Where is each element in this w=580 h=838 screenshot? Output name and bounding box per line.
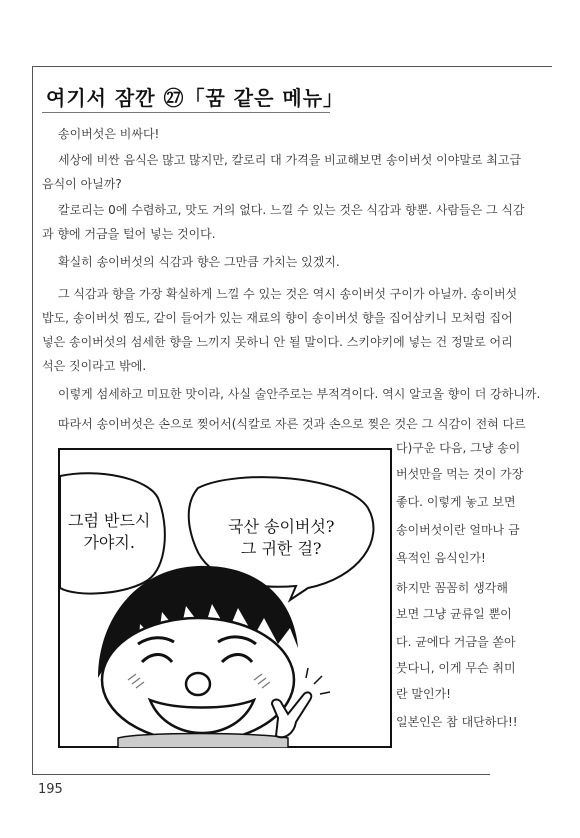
paragraph-line: 그 식감과 향을 가장 확실하게 느낄 수 있는 것은 역시 송이버섯 구이가 아닐까. 송이버섯 [58, 287, 518, 301]
side-text-line: 하지만 꼼꼼히 생각해 [396, 581, 508, 595]
paragraph-line: 음식이 아닐까? [42, 177, 122, 191]
speech-bubble-left [68, 510, 150, 554]
speech-line: 그 귀한 걸? [240, 539, 322, 558]
paragraph-line: 따라서 송이버섯은 손으로 찢어서(식칼로 자른 것과 손으로 찢은 것은 그 식감이 전혀 다르 [58, 417, 526, 431]
paragraph-line: 과 향에 거금을 털어 넣는 것이다. [42, 227, 216, 241]
paragraph-line: 확실히 송이버섯의 식감과 향은 그만큼 가치는 있겠지. [58, 255, 340, 269]
frame-bottom-border [32, 774, 490, 775]
speech-line: 그럼 반드시 [68, 511, 151, 530]
side-text-line: 다)구운 다음, 그냥 송이 [396, 441, 521, 455]
frame-left-border [32, 66, 33, 774]
speech-bubble-right [228, 516, 334, 560]
side-text-line: 란 말인가! [396, 687, 451, 701]
paragraph-line: 송이버섯은 비싸다! [58, 127, 160, 141]
side-text-line: 다. 균에다 거금을 쏟아 [396, 635, 516, 649]
side-text-line: 송이버섯이란 얼마나 금 [396, 523, 520, 537]
page-title: 여기서 잠깐 ㉗「꿈 같은 메뉴」 [46, 86, 345, 110]
comic-illustration [58, 448, 392, 748]
paragraph-line: 밥도, 송이버섯 찜도, 같이 들어가 있는 재료의 향이 송이버섯 향을 집어삼키니 모처럼 집어 [42, 311, 513, 325]
speech-line: 국산 송이버섯? [228, 517, 335, 536]
comic-panel [58, 448, 392, 748]
paragraph-line: 칼로리는 0에 수렴하고, 맛도 거의 없다. 느낄 수 있는 것은 식감과 향뿐. 사람들은 그 식감 [58, 203, 525, 217]
side-text-line: 보면 그냥 균류일 뿐이 [396, 607, 512, 621]
speech-line: 가야지. [83, 533, 135, 552]
side-text-line: 버섯만을 먹는 것이 가장 [396, 467, 524, 481]
paragraph-line: 이렇게 섬세하고 미묘한 맛이라, 사실 술안주로는 부적격이다. 역시 알코올 향이 더 강하니까. [58, 387, 541, 401]
title-underline [42, 112, 330, 113]
paragraph-line: 세상에 비싼 음식은 많고 많지만, 칼로리 대 가격을 비교해보면 송이버섯 이야말로 최고급 [58, 153, 522, 167]
paragraph-line: 석은 짓이라고 밖에. [42, 359, 147, 373]
side-text-line: 일본인은 참 대단하다!! [396, 715, 518, 729]
page-number: 195 [38, 782, 63, 797]
frame-top-border [32, 66, 552, 67]
side-text-line: 붓다니, 이게 무슨 취미 [396, 661, 516, 675]
side-text-line: 욕적인 음식인가! [396, 551, 486, 565]
side-text-line: 좋다. 이렇게 놓고 보면 [396, 495, 516, 509]
paragraph-line: 넣은 송이버섯의 섬세한 향을 느끼지 못하니 안 될 말이다. 스키야키에 넣는 건 정말로 어리 [42, 335, 513, 349]
